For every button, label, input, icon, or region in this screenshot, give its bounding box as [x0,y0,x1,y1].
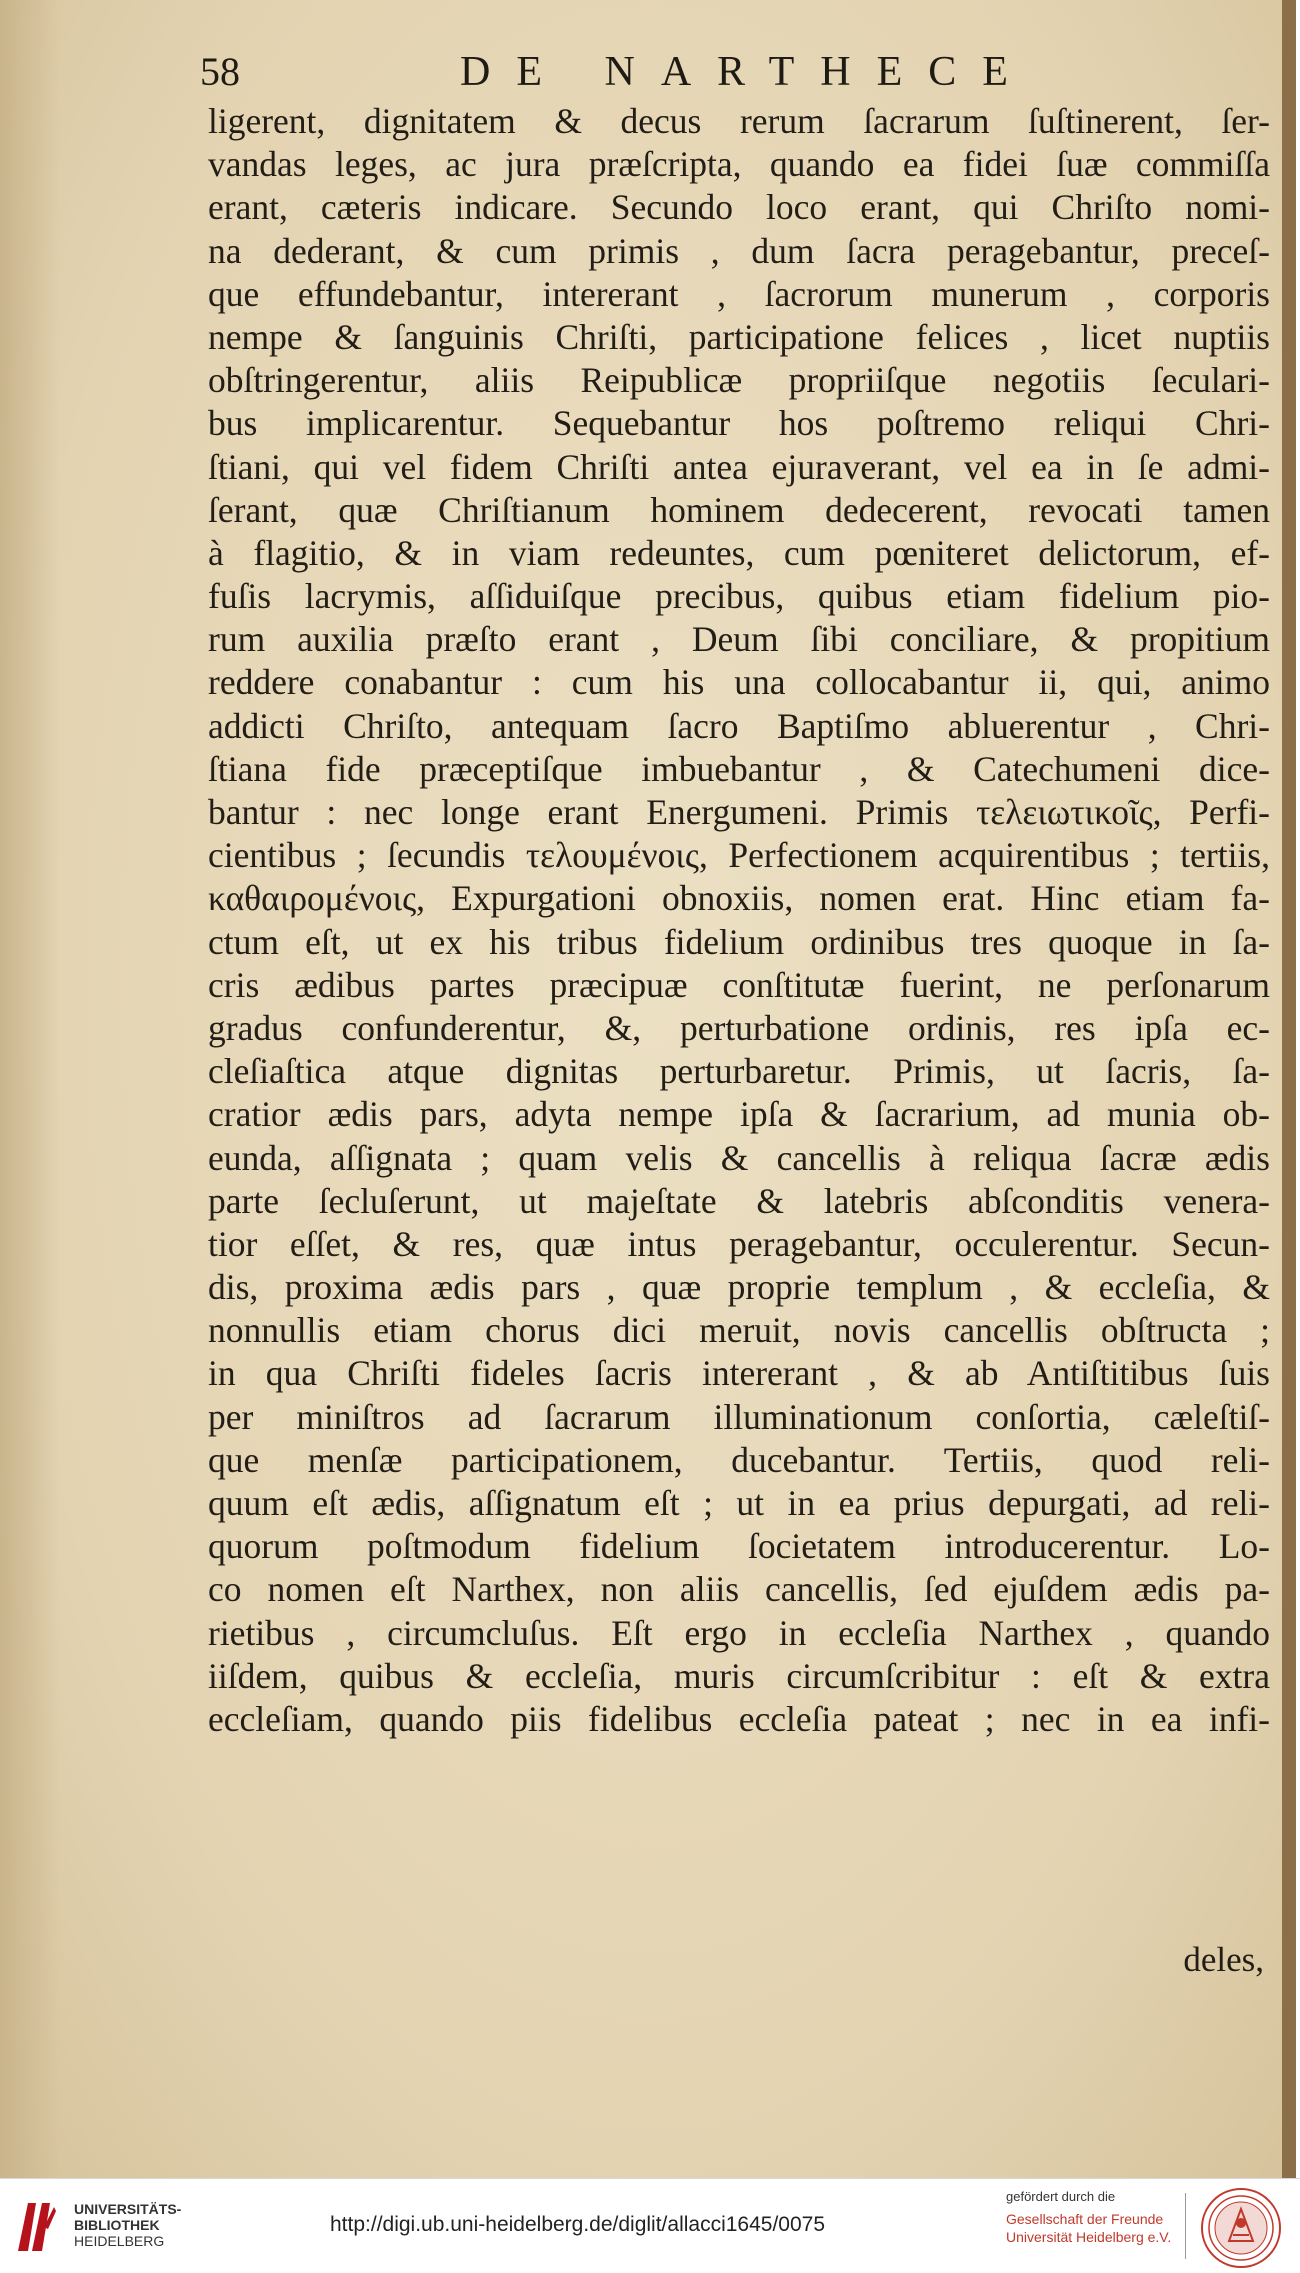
text-line: ſerant, quæ Chriſtianum hominem dedecerent, revocati tamen [208,489,1270,530]
text-line: parte ſecluſerunt, ut majeſtate & latebris abſconditis venera- [208,1180,1270,1221]
viewer-footer [0,2178,1300,2273]
text-line: fuſis lacrymis, aſſiduiſque precibus, quibus etiam fidelium pio- [208,576,1270,617]
text-line: addicti Chriſto, antequam ſacro Baptiſmo abluerentur , Chri- [208,705,1270,746]
text-line: obſtringerentur, aliis Reipublicæ propriiſque negotiis ſeculari- [208,360,1270,401]
page-number: 58 [200,49,240,94]
text-line: à flagitio, & in viam redeuntes, cum pœniteret delictorum, ef- [208,532,1270,573]
text-line: nonnullis etiam chorus dici meruit, novis cancellis obſtructa ; [208,1310,1270,1351]
text-line: gradus confunderentur, &, perturbatione ordinis, res ipſa ec- [208,1007,1270,1048]
text-line: cratior ædis pars, adyta nempe ipſa & ſacrarium, ad munia ob- [208,1094,1270,1135]
library-name-line: BIBLIOTHEK [74,2217,160,2233]
text-line: ſtiana fide præceptiſque imbuebantur , & Catechumeni dice- [208,748,1270,789]
text-line: eccleſiam, quando piis fidelibus eccleſia pateat ; nec in ea infi- [208,1698,1270,1739]
text-line: tior eſſet, & res, quæ intus peragebantur, occulerentur. Secun- [208,1223,1270,1264]
page-edge [1282,0,1296,2178]
library-logo-icon[interactable] [14,2199,58,2255]
text-line: ſtiani, qui vel fidem Chriſti antea ejuraverant, vel ea in ſe admi- [208,446,1270,487]
text-line: vandas leges, ac jura præſcripta, quando ea fidei ſuæ commiſſa [208,144,1270,185]
text-line: bus implicarentur. Sequebantur hos poſtremo reliqui Chri- [208,403,1270,444]
text-line: bantur : nec longe erant Energumeni. Primis τελειωτικοῖς, Perfi- [208,792,1270,832]
page-header [200,42,1100,98]
divider [1185,2193,1186,2259]
body-text [208,100,1270,1741]
text-line: rum auxilia præſto erant , Deum ſibi conciliare, & propitium [208,619,1270,660]
library-name-line: HEIDELBERG [74,2233,165,2249]
text-line: cientibus ; ſecundis τελουμένοις, Perfectionem acquirentibus ; tertiis, [208,835,1270,876]
text-line: erant, cæteris indicare. Secundo loco erant, qui Chriſto nomi- [208,187,1270,228]
library-name[interactable] [74,2201,181,2249]
text-line: dis, proxima ædis pars , quæ proprie templum , & eccleſia, & [208,1267,1270,1308]
permalink-url[interactable]: http://digi.ub.uni-heidelberg.de/diglit/allacci1645/0075 [330,2213,826,2236]
text-line: in qua Chriſti fideles ſacris intererant , & ab Antiſtitibus ſuis [208,1353,1270,1394]
text-line: co nomen eſt Narthex, non aliis cancellis, ſed ejuſdem ædis pa- [208,1569,1270,1610]
sponsor-name-line: Gesellschaft der Freunde [1006,2211,1164,2227]
text-line: cleſiaſtica atque dignitas perturbaretur. Primis, ut ſacris, ſa- [208,1051,1270,1092]
sponsor-label: gefördert durch die [1006,2189,1116,2204]
text-line: eunda, aſſignata ; quam velis & cancellis à reliqua ſacræ ædis [208,1137,1270,1178]
text-line: per miniſtros ad ſacrarum illuminationum conſortia, cæleſtiſ- [208,1396,1270,1437]
university-seal-icon [1200,2187,1282,2269]
sponsor-credit[interactable] [1006,2189,1186,2246]
running-title: DE NARTHECE [460,49,1034,95]
library-name-line: UNIVERSITÄTS- [74,2201,182,2217]
text-line: que menſæ participationem, ducebantur. Tertiis, quod reli- [208,1439,1270,1480]
text-line: cris ædibus partes præcipuæ conſtitutæ fuerint, ne perſonarum [208,964,1270,1005]
text-line: iiſdem, quibus & eccleſia, muris circumſcribitur : eſt & extra [208,1655,1270,1696]
text-line: que effundebantur, intererant , ſacrorum munerum , corporis [208,273,1270,314]
catchword: deles, [1183,1940,1264,1979]
text-line: quorum poſtmodum fidelium ſocietatem introducerentur. Lo- [208,1526,1270,1567]
text-line: nempe & ſanguinis Chriſti, participatione felices , licet nuptiis [208,316,1270,357]
text-line: reddere conabantur : cum his una collocabantur ii, qui, animo [208,662,1270,703]
sponsor-name-line: Universität Heidelberg e.V. [1006,2229,1172,2245]
text-line: καθαιρομένοις, Expurgationi obnoxiis, nomen erat. Hinc etiam fa- [208,878,1270,919]
page-gutter-shadow [0,0,60,2178]
text-line: ctum eſt, ut ex his tribus fidelium ordinibus tres quoque in ſa- [208,921,1270,962]
text-line: ligerent, dignitatem & decus rerum ſacrarum ſuſtinerent, ſer- [208,101,1270,141]
text-line: na dederant, & cum primis , dum ſacra peragebantur, preceſ- [208,230,1270,271]
text-line: quum eſt ædis, aſſignatum eſt ; ut in ea prius depurgati, ad reli- [208,1483,1270,1523]
text-line: rietibus , circumcluſus. Eſt ergo in eccleſia Narthex , quando [208,1612,1270,1653]
